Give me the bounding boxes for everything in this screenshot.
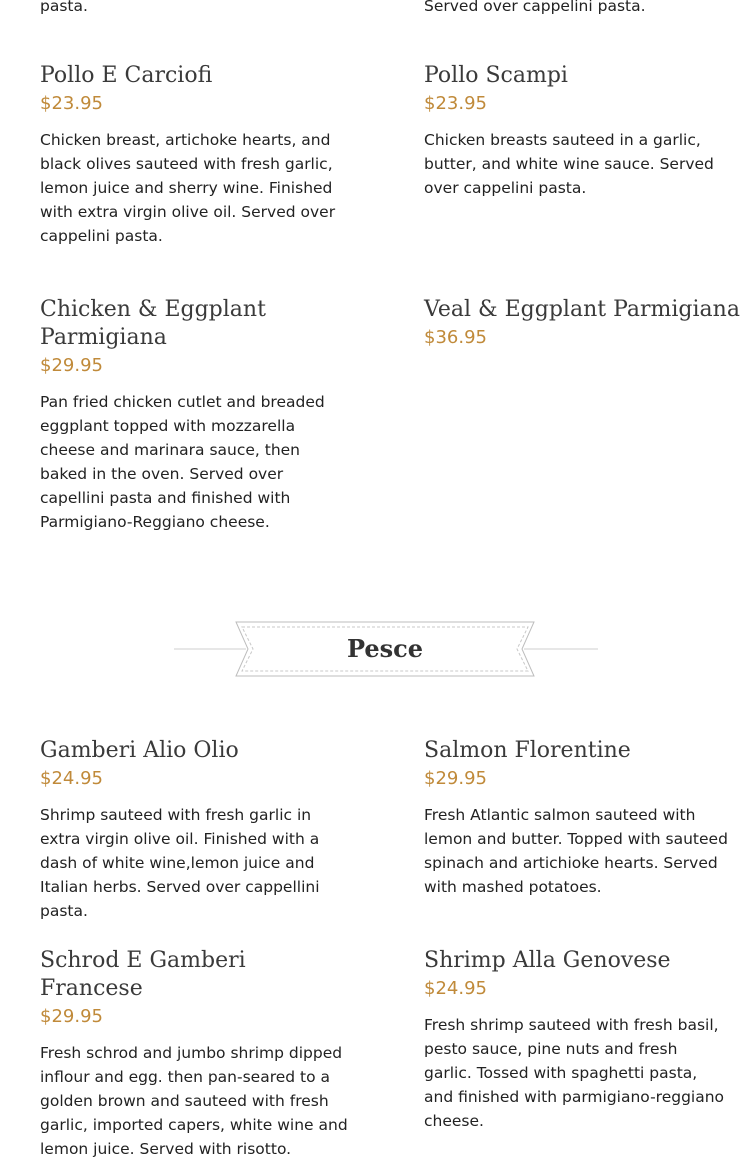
- menu-item: [424, 296, 744, 350]
- menu-item-price: $36.95: [424, 327, 487, 348]
- section-banner: [0, 618, 750, 682]
- menu-item: [424, 737, 729, 899]
- menu-item-price: $29.95: [40, 1006, 103, 1027]
- menu-item-price: $23.95: [40, 93, 103, 114]
- menu-item: [40, 296, 350, 534]
- menu-item: [424, 62, 734, 200]
- menu-item-title: Chicken & Eggplant Parmigiana: [40, 297, 266, 350]
- menu-item: [40, 947, 350, 1161]
- previous-item-description-fragment: pasta.: [40, 0, 88, 15]
- menu-item: [40, 737, 350, 923]
- menu-item: [424, 947, 729, 1133]
- menu-item: [40, 62, 350, 248]
- menu-item-title: Pollo E Carciofi: [40, 63, 213, 88]
- menu-item-title: Shrimp Alla Genovese: [424, 948, 671, 973]
- previous-item-description-fragment: Served over cappelini pasta.: [424, 0, 646, 15]
- menu-item-price: $24.95: [424, 978, 487, 999]
- menu-item-description: Pan fried chicken cutlet and breaded eggplant topped with mozzarella cheese and marinara sauce, then baked in the oven. Served over capellini pasta and finished with Parmigiano-Reggiano cheese.: [40, 393, 325, 531]
- menu-item-title: Schrod E Gamberi Francese: [40, 948, 246, 1001]
- menu-item-title: Pollo Scampi: [424, 63, 568, 88]
- menu-item-price: $23.95: [424, 93, 487, 114]
- menu-item-price: $24.95: [40, 768, 103, 789]
- menu-item-title: Gamberi Alio Olio: [40, 738, 239, 763]
- menu-item-description: Shrimp sauteed with fresh garlic in extra virgin olive oil. Finished with a dash of white wine,lemon juice and Italian herbs. Served over cappellini pasta.: [40, 806, 320, 920]
- menu-item-description: Chicken breast, artichoke hearts, and black olives sauteed with fresh garlic, lemon juice and sherry wine. Finished with extra virgin olive oil. Served over cappelini pasta.: [40, 131, 336, 245]
- section-title: Pesce: [346, 634, 424, 663]
- menu-item-description: Fresh schrod and jumbo shrimp dipped inflour and egg. then pan-seared to a golden brown and sauteed with fresh garlic, imported capers, white wine and lemon juice. Served with risotto.: [40, 1044, 348, 1158]
- menu-item-price: $29.95: [40, 355, 103, 376]
- menu-item-description: Fresh shrimp sauteed with fresh basil, pesto sauce, pine nuts and fresh garlic. Tossed with spaghetti pasta, and finished with parmigiano-reggiano cheese.: [424, 1016, 725, 1130]
- menu-item-description: Fresh Atlantic salmon sauteed with lemon and butter. Topped with sauteed spinach and artichioke hearts. Served with mashed potatoes.: [424, 806, 728, 896]
- menu-item-description: Chicken breasts sauteed in a garlic, butter, and white wine sauce. Served over cappelini pasta.: [424, 131, 714, 197]
- menu-item-price: $29.95: [424, 768, 487, 789]
- menu-item-title: Veal & Eggplant Parmigiana: [424, 297, 740, 322]
- menu-item-title: Salmon Florentine: [424, 738, 631, 763]
